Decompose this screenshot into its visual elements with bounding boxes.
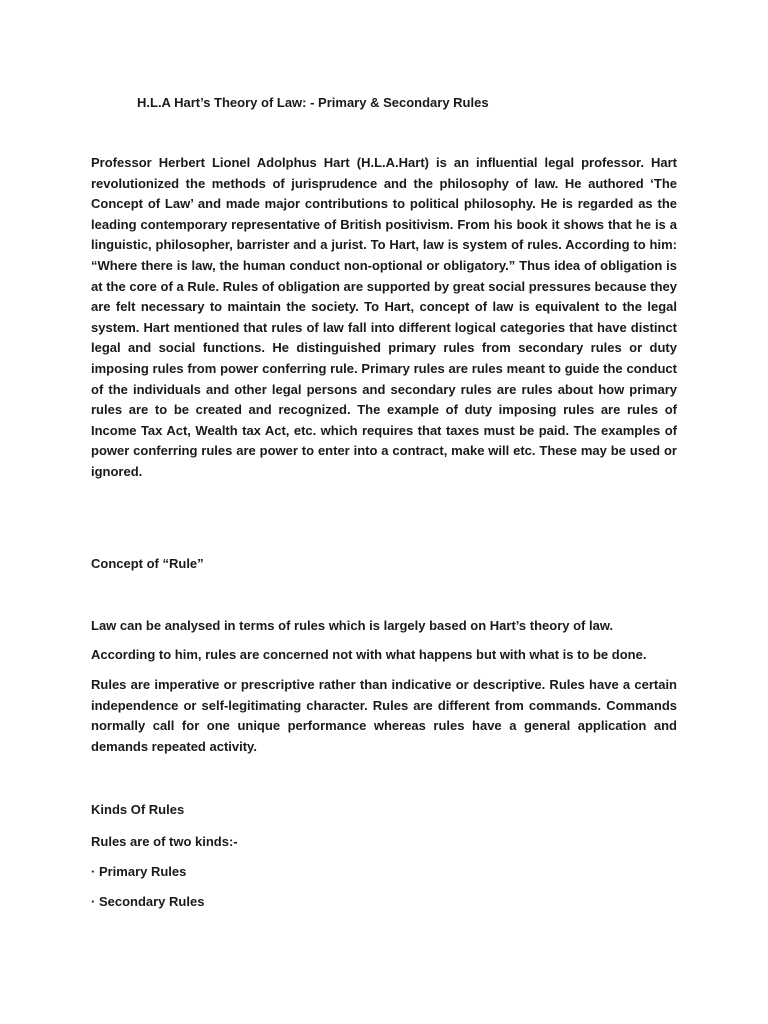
- concept-paragraph-3: Rules are imperative or prescriptive rather than indicative or descriptive. Rules have a certain independence or self-legitimating character. Rules are different from commands. Commands normally call for one unique performance whereas rules have a general application and demands repeated activity.: [91, 677, 677, 754]
- list-item-secondary-rules: · Secondary Rules: [91, 894, 205, 909]
- kinds-heading: Kinds Of Rules: [91, 802, 185, 817]
- kinds-intro: Rules are of two kinds:-: [91, 834, 238, 849]
- document-title: H.L.A Hart’s Theory of Law: - Primary & Secondary Rules: [137, 95, 489, 110]
- list-item-primary-rules: · Primary Rules: [91, 864, 187, 879]
- concept-paragraph-1: Law can be analysed in terms of rules which is largely based on Hart’s theory of law.: [91, 618, 614, 633]
- concept-heading: Concept of “Rule”: [91, 556, 204, 571]
- concept-paragraph-2: According to him, rules are concerned not with what happens but with what is to be done.: [91, 647, 647, 662]
- intro-paragraph: Professor Herbert Lionel Adolphus Hart (H.L.A.Hart) is an influential legal professor. Hart revolutionized the methods of jurisprudence and the philosophy of law. He authored ‘The Concept of Law’ and made major contributions to political philosophy. He is regarded as the leading contemporary representative of British positivism. From his book it shows that he is a linguistic, philosopher, barrister and a jurist. To Hart, law is system of rules. According to him: “Where there is law, the human conduct non-optional or obligatory.” Thus idea of obligation is at the core of a Rule. Rules of obligation are supported by great social pressures because they are felt necessary to maintain the society. To Hart, concept of law is equivalent to the legal system. Hart mentioned that rules of law fall into different logical categories that have distinct legal and social functions. He distinguished primary rules from secondary rules or duty imposing rules from power conferring rule. Primary rules are rules meant to guide the conduct of the individuals and other legal persons and secondary rules are rules about how primary rules are to be created and recognized. The example of duty imposing rules are rules of Income Tax Act, Wealth tax Act, etc. which requires that taxes must be paid. The examples of power conferring rules are power to enter into a contract, make will etc. These may be used or ignored.: [91, 155, 677, 479]
